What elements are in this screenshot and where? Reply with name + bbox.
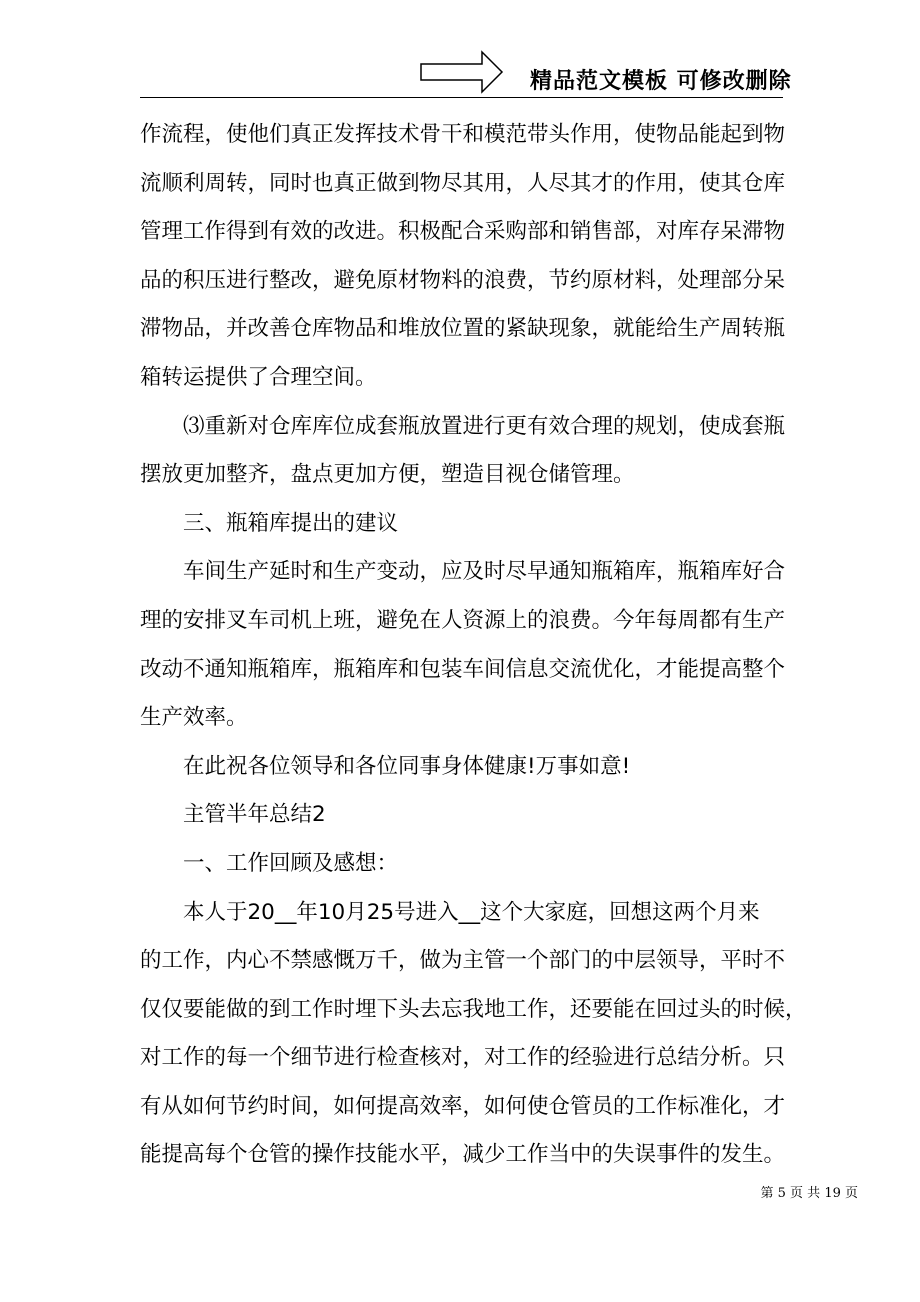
- body-line: 仅仅要能做的到工作时埋下头去忘我地工作，还要能在回过头的时候，: [140, 996, 807, 1022]
- body-line: 有从如何节约时间，如何提高效率，如何使仓管员的工作标准化，才: [140, 1093, 786, 1119]
- document-title: 主管半年总结2: [183, 802, 326, 828]
- right-arrow-icon: [420, 50, 504, 94]
- body-line: 本人于20__年10月25号进入__这个大家庭，回想这两个月来: [183, 899, 760, 925]
- document-body: [140, 118, 807, 1187]
- body-line: 在此祝各位领导和各位同事身体健康!万事如意!: [183, 753, 631, 779]
- body-line: 管理工作得到有效的改进。积极配合采购部和销售部，对库存呆滞物: [140, 219, 786, 245]
- body-line: 流顺利周转，同时也真正做到物尽其用，人尽其才的作用，使其仓库: [140, 170, 786, 196]
- body-line: 车间生产延时和生产变动，应及时尽早通知瓶箱库，瓶箱库好合: [183, 559, 786, 585]
- body-line: 改动不通知瓶箱库，瓶箱库和包装车间信息交流优化，才能提高整个: [140, 656, 786, 682]
- header-title: 精品范文模板 可修改删除: [530, 69, 792, 94]
- body-line: ⑶重新对仓库库位成套瓶放置进行更有效合理的规划，使成套瓶: [183, 413, 786, 439]
- body-line: 对工作的每一个细节进行检查核对，对工作的经验进行总结分析。只: [140, 1045, 786, 1071]
- body-line: 品的积压进行整改，避免原材物料的浪费，节约原材料，处理部分呆: [140, 267, 786, 293]
- body-line: 能提高每个仓管的操作技能水平，减少工作当中的失误事件的发生。: [140, 1142, 786, 1168]
- section-heading: 一、工作回顾及感想：: [183, 850, 399, 876]
- page-number: 第 5 页 共 19 页: [760, 1186, 858, 1201]
- page-header: [0, 0, 920, 100]
- body-line: 滞物品，并改善仓库物品和堆放位置的紧缺现象，就能给生产周转瓶: [140, 316, 786, 342]
- body-line: 箱转运提供了合理空间。: [140, 364, 377, 390]
- body-line: 理的安排叉车司机上班，避免在人资源上的浪费。今年每周都有生产: [140, 607, 786, 633]
- section-heading: 三、瓶箱库提出的建议: [183, 510, 399, 536]
- header-divider: [140, 97, 783, 98]
- body-line: 摆放更加整齐，盘点更加方便，塑造目视仓储管理。: [140, 462, 635, 488]
- body-line: 生产效率。: [140, 705, 248, 731]
- body-line: 的工作，内心不禁感慨万千，做为主管一个部门的中层领导，平时不: [140, 948, 786, 974]
- body-line: 作流程，使他们真正发挥技术骨干和模范带头作用，使物品能起到物: [140, 122, 786, 147]
